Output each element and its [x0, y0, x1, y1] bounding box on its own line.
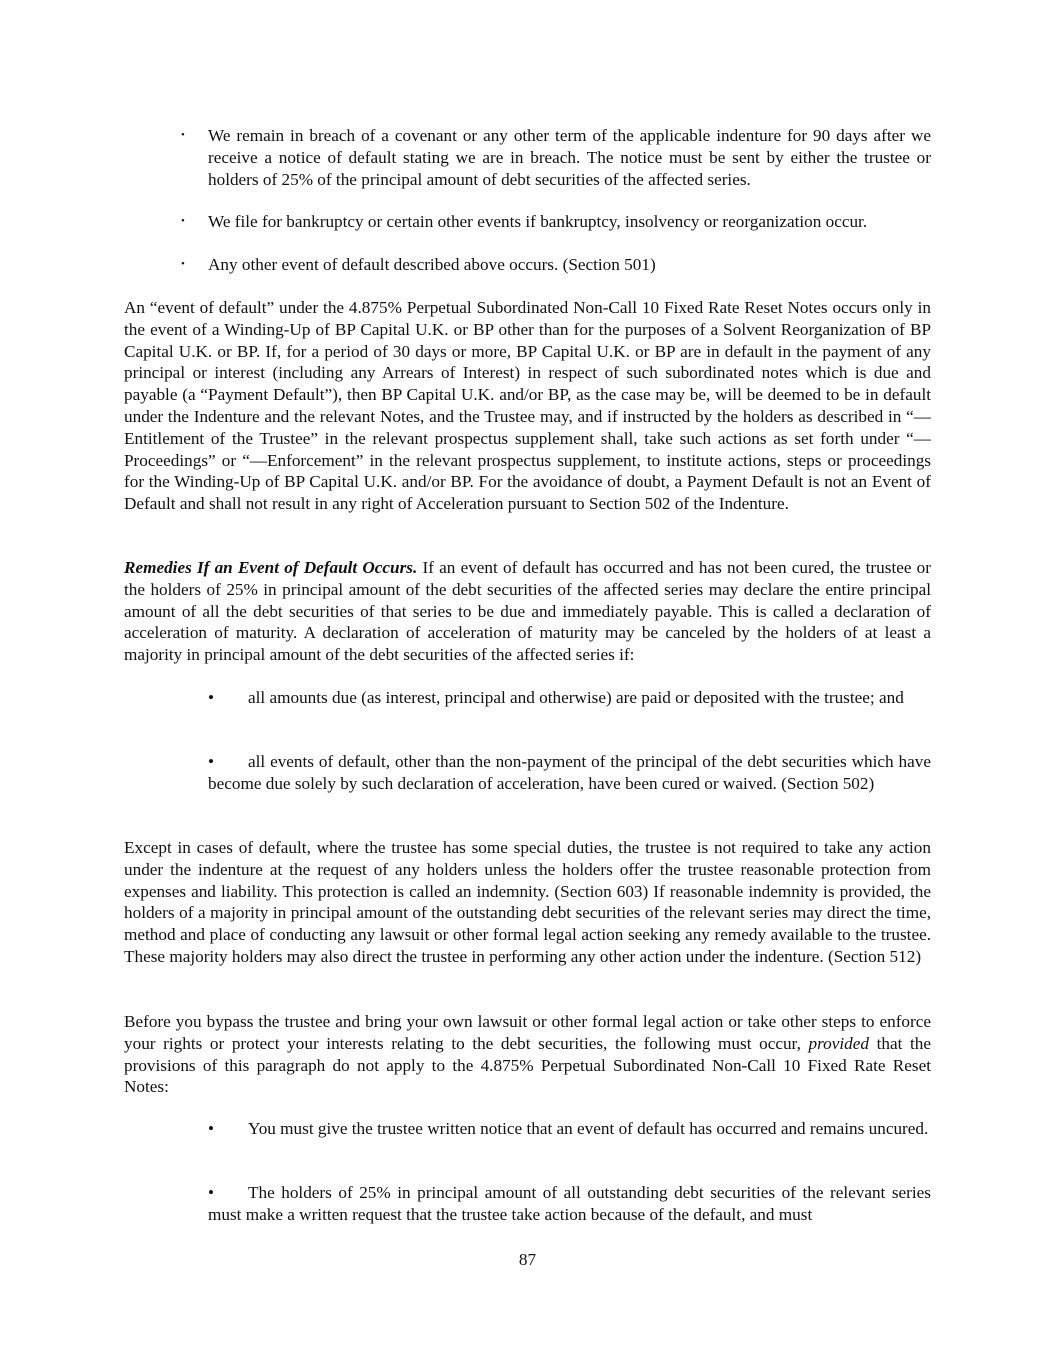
bypass-paragraph: [124, 1011, 931, 1098]
bullet-text: You must give the trustee written notice that an event of default has occurred and remains uncured.: [248, 1119, 929, 1138]
bullet-icon: •: [208, 688, 215, 707]
trustee-paragraph: Except in cases of default, where the trustee has some special duties, the trustee is not required to take any action under the indenture at the request of any holders unless the holders offer the trustee reasonable protection from expenses and liability. This protection is called an indemnity. (Section 603) If reasonable indemnity is provided, the holders of a majority in principal amount of the outstanding debt securities of the relevant series may direct the time, method and place of conducting any lawsuit or other formal legal action seeking any remedy available to the trustee. These majority holders may also direct the trustee in performing any other action under the indenture. (Section 512): [124, 838, 931, 966]
list-item: [208, 751, 931, 795]
bypass-text-before: Before you bypass the trustee and bring your own lawsuit or other formal legal action or take other steps to enforce your rights or protect your interests relating to the debt securities, the following must occur,: [124, 1012, 931, 1053]
bullet-text: We remain in breach of a covenant or any other term of the applicable indenture for 90 days after we receive a notice of default stating we are in breach. The notice must be sent by either the trustee or holders of 25% of the principal amount of debt securities of the affected series.: [208, 126, 931, 189]
page-number: 87: [518, 1250, 537, 1269]
list-item: [181, 254, 931, 276]
bullet-icon: •: [208, 1183, 215, 1202]
remedies-heading: Remedies If an Event of Default Occurs.: [124, 558, 418, 577]
bullet-icon: •: [208, 1119, 215, 1138]
bullet-text: all events of default, other than the non-payment of the principal of the debt securities which have become due solely by such declaration of acceleration, have been cured or waived. (Section 502): [208, 752, 931, 793]
event-of-default-paragraph: An “event of default” under the 4.875% Perpetual Subordinated Non-Call 10 Fixed Rate Reset Notes occurs only in the event of a Winding-Up of BP Capital U.K. or BP other than for the purposes of a Solvent Reorganization of BP Capital U.K. or BP. If, for a period of 30 days or more, BP Capital U.K. or BP are in default in the payment of any principal or interest (including any Arrears of Interest) in respect of such subordinated notes which is due and payable (a “Payment Default”), then BP Capital U.K. and/or BP, as the case may be, will be deemed to be in default under the Indenture and the relevant Notes, and the Trustee may, and if instructed by the holders as described in “—Entitlement of the Trustee” in the relevant prospectus supplement shall, take such actions as set forth under “—Proceedings” or “—Enforcement” in the relevant prospectus supplement, to institute actions, steps or proceedings for the Winding-Up of BP Capital U.K. and/or BP. For the avoidance of doubt, a Payment Default is not an Event of Default and shall not result in any right of Acceleration pursuant to Section 502 of the Indenture.: [124, 298, 931, 514]
bypass-text-after: that the provisions of this paragraph do not apply to the 4.875% Perpetual Subordinated Non-Call 10 Fixed Rate Reset Notes:: [124, 1033, 931, 1097]
bullet-icon: •: [181, 129, 185, 141]
bullet-text: Any other event of default described above occurs. (Section 501): [208, 255, 656, 274]
list-item: [181, 125, 931, 190]
list-item: [208, 1118, 931, 1140]
bullet-text: all amounts due (as interest, principal and otherwise) are paid or deposited with the trustee; and: [248, 688, 904, 707]
list-item: [208, 687, 931, 709]
remedies-paragraph: [124, 557, 931, 666]
bypass-text-italic: provided: [808, 1033, 869, 1053]
remedies-text: If an event of default has occurred and has not been cured, the trustee or the holders of 25% in principal amount of the debt securities of the affected series may declare the entire principal amount of all the debt securities of that series to be due and immediately payable. This is called a declaration of acceleration of maturity. A declaration of acceleration of maturity may be canceled by the holders of at least a majority in principal amount of the debt securities of the affected series if:: [124, 558, 931, 665]
bullet-text: We file for bankruptcy or certain other events if bankruptcy, insolvency or reorganization occur.: [208, 212, 868, 231]
list-item: [208, 1182, 931, 1226]
bullet-icon: •: [181, 258, 185, 270]
bullet-icon: •: [208, 752, 215, 771]
bullet-icon: •: [181, 215, 185, 227]
bullet-text: The holders of 25% in principal amount of all outstanding debt securities of the relevant series must make a written request that the trustee take action because of the default, and must: [208, 1183, 931, 1224]
list-item: [181, 211, 931, 233]
